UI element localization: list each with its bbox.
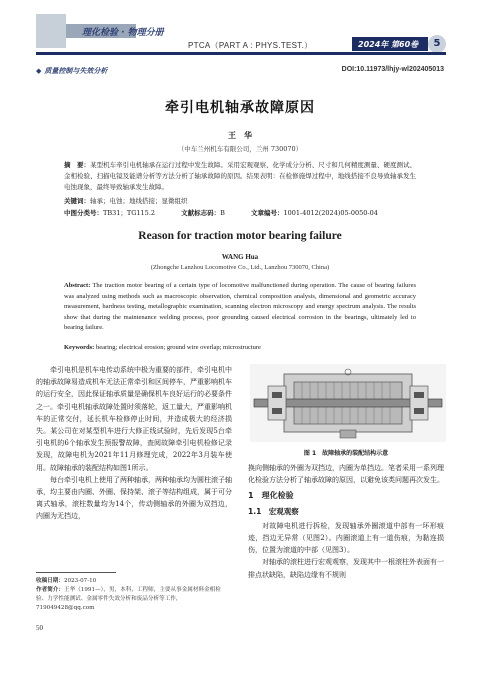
classification-row [64,208,402,217]
page-header [0,0,480,56]
footnote-rule [36,572,116,573]
received-label: 收稿日期： [36,578,64,584]
section-heading: 1 理化检验 [248,491,294,501]
keywords-cn [64,196,416,207]
bearing-assembly-figure [250,364,446,442]
subsection-heading: 1.1 宏观观察 [248,506,299,516]
affiliation-cn: （中车兰州机车有限公司，兰州 730070） [177,145,303,153]
author-en: WANG Hua [221,253,259,261]
abstract-en-label: Abstract: [64,282,91,289]
keywords-en-label: Keywords: [64,344,95,351]
issue-tag: 2024年 第60卷 [352,37,428,51]
body-paragraph: 牵引电机是机车电传动系统中极为重要的部件，牵引电机中的轴承故障易造成机车无法正常牵引和区间停车，严重影响机车的运行安全，因此保证轴承质量是确保机车良好运行的必要条件之一。牵引电机轴承故障处置时须落轮，返工量大，严重影响机车的正常交付，延长机车检修停止时间，并造成极大的经济损失。某公司在对某型机车进行大修正线试验时，先后发现5台牵引电机的6个轴承发生预报警故障，查阅故障牵引电机检修记录发现，故障电机为2021年11月修理完成，2022年3月装车使用。故障轴承的装配结构如图1所示。 [36,366,232,472]
clc-value: TB31；TG115.2 [103,209,156,217]
keywords-en [64,343,416,354]
body-right-column [248,462,444,581]
title-en: Reason for traction motor bearing failure [138,230,342,242]
body-paragraph: 换向侧轴承的外圈为双挡边，内圈为单挡边。笔者采用一系列理化检验方法分析了轴承故障的原因，以避免该类问题再次发生。 [248,464,444,485]
body-paragraph: 对故障电机进行拆检，发现轴承外圈滚道中部有一环形痕迹，挡边无异常（见图2）。内圈滚道上有一道伤痕，为黏连损伤，位置为滚道的中部（见图3）。 [248,521,444,555]
issue-number: 5 [428,35,446,53]
author-info-label: 作者简介： [36,587,64,593]
logo-text: 理化检验 · 物理分册 [82,28,164,38]
figure-caption: 图 1 故障轴承的装配结构示意 [303,450,389,457]
journal-title: PTCA（PART A : PHYS.TEST.） [188,41,313,50]
doc-code-label: 文献标志码： [181,209,221,217]
column-tag: ◆ 质量控制与失效分析 [36,66,107,76]
abstract-cn [64,160,416,193]
article-no-label: 文章编号： [250,209,284,217]
abstract-en-text: The traction motor bearing of a certain type of locomotive malfunctioned during operation. The cause of bearing failures was analyzed using methods such as macroscopic observation, chemical composition analysis, dimensional and geometric accuracy measurement, hardness testing, metallographic examination, scanning electron microscopy and energy spectrum analysis. The results show that during the maintenance welding process, poor grounding caused electrical corrosion in the bearings, ultimately led to bearing failure. [64,282,416,331]
bearing-assembly-drawing [250,364,446,442]
body-paragraph: 对轴承的滚柱进行宏观观察，发现其中一根滚柱外表面有一排点状缺陷，缺陷边缘有不规则 [248,558,444,579]
doc-code-value: B [220,209,225,217]
keywords-en-text: bearing; electrical erosion; ground wire overlap; microstructure [95,344,261,351]
abstract-cn-text: 某型机车牵引电机轴承在运行过程中发生故障。采用宏观观察、化学成分分析、尺寸和几何精度测量、硬度测试、金相检验、扫描电镜及能谱分析等方法分析了轴承故障的原因。结果表明：在检修施焊过程中，地线搭接不良导致轴承发生电蚀现象，最终导致轴承发生故障。 [64,161,417,191]
affiliation-en: (Zhongche Lanzhou Locomotive Co., Ltd., Lanzhou 730070, China) [150,264,330,271]
header-rule [36,52,446,55]
footnote [36,577,232,613]
journal-logo [36,14,164,48]
abstract-en [64,281,416,334]
author-cn: 王 华 [228,131,252,140]
body-left-column [36,364,232,523]
keywords-cn-text: 轴承；电蚀；地线搭接；显微组织 [90,197,188,205]
article-no-value: 1001-4012(2024)05-0050-04 [283,209,378,217]
author-info: 王华（1991—），男，本科，工程师，主要从事金属材料金相检验、力学性能测试、金属零件失效分析和废品分析等工作，719049428@qq.com [36,587,221,611]
abstract-cn-label: 摘 要： [64,161,91,169]
body-paragraph: 每台牵引电机上使用了两种轴承，两种轴承均为圆柱滚子轴承，均主要由内圈、外圈、保持架、滚子等结构组成，属于可分离式轴承，滚柱数量均为14个，传动侧轴承的外圈为双挡边，内圈为无挡边， [36,475,232,521]
doi: DOI:10.11973/lhjy-wl202405013 [341,66,444,73]
page-number: 50 [36,624,43,632]
clc-label: 中图分类号： [64,209,103,217]
title-cn: 牵引电机轴承故障原因 [165,100,315,116]
received-date: 2023-07-10 [63,578,97,584]
keywords-cn-label: 关键词： [64,197,90,205]
